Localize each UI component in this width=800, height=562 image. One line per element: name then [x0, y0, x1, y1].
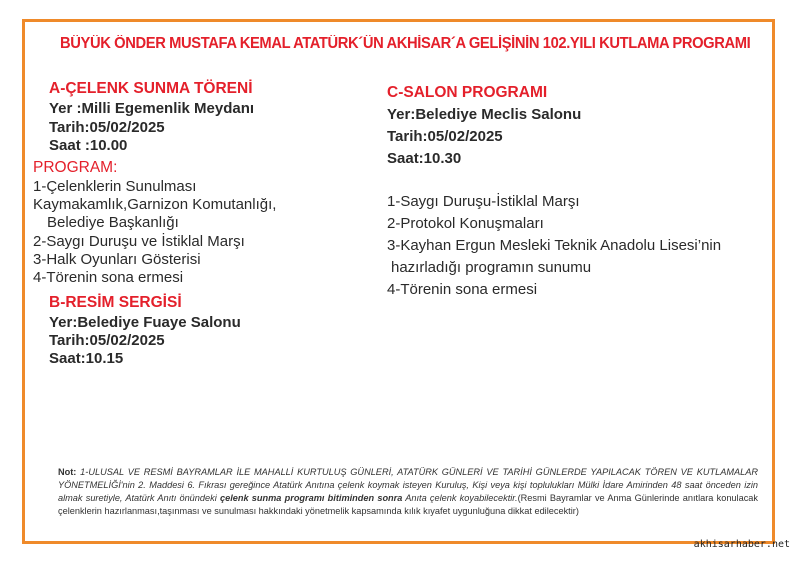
note-emphasis: çelenk sunma programı bitiminden sonra	[219, 493, 403, 503]
section-a-item: 1-Çelenklerin Sunulması	[33, 178, 197, 195]
section-a-item: Kaymakamlık,Garnizon Komutanlığı,	[33, 196, 277, 213]
section-c-date: Tarih:05/02/2025	[387, 128, 503, 145]
watermark: akhisarhaber.net	[693, 539, 790, 550]
section-a-heading: A-ÇELENK SUNMA TÖRENİ	[49, 80, 253, 97]
section-a-item: 3-Halk Oyunları Gösterisi	[33, 251, 201, 268]
section-c-item: 1-Saygı Duruşu-İstiklal Marşı	[387, 193, 580, 210]
section-c-time: Saat:10.30	[387, 150, 462, 167]
section-c-item: 3-Kayhan Ergun Mesleki Teknik Anadolu Lisesi’nin	[387, 237, 722, 254]
section-c-place: Yer:Belediye Meclis Salonu	[387, 106, 582, 123]
program-label: PROGRAM:	[33, 159, 118, 176]
section-a-item: 4-Törenin sona ermesi	[33, 269, 184, 286]
section-a-item: Belediye Başkanlığı	[47, 214, 179, 231]
note-text-continued: Anıta çelenk koyabilecektir.	[402, 493, 518, 503]
note-parenthetical: (Resmi Bayramlar ve Anma Günlerinde anıtlara konulacak çelenklerin hazırlanması,taşınması ve sunulması hakkındaki yönetmelik kapsamında kılık kıyafet uygunluğuna dikkat edilecektir)	[58, 493, 758, 516]
footnote	[58, 466, 758, 518]
note-label: Not:	[58, 467, 77, 477]
section-a-place: Yer :Milli Egemenlik Meydanı	[49, 100, 255, 117]
section-b-date: Tarih:05/02/2025	[49, 332, 165, 349]
section-c-item: 4-Törenin sona ermesi	[387, 281, 538, 298]
section-c-item: hazırladığı programın sunumu	[391, 259, 592, 276]
section-a-item: 2-Saygı Duruşu ve İstiklal Marşı	[33, 233, 245, 250]
note-text: 1-ULUSAL VE RESMİ BAYRAMLAR İLE MAHALLİ KURTULUŞ GÜNLERİ, ATATÜRK GÜNLERİ VE TARİHİ GÜNLERDE YAPILACAK TÖREN VE KUTLAMALAR YÖNETMELİĞİ'nin 2. Maddesi 6. Fıkrası gereğince Atatürk Anıtına çelenk koymak isteyen Kuruluş, Kişi veya kişi toplulukları Mülki İdare Amirinden 48 saat önceden izin almak suretiyle, Atatürk Anıtı önündeki	[58, 467, 758, 503]
page-title: BÜYÜK ÖNDER MUSTAFA KEMAL ATATÜRK´ÜN AKHİSAR´A GELİŞİNİN 102.YILI KUTLAMA PROGRAMI	[60, 35, 751, 52]
section-b-heading: B-RESİM SERGİSİ	[49, 294, 182, 311]
section-b-place: Yer:Belediye Fuaye Salonu	[49, 314, 241, 331]
section-c-item: 2-Protokol Konuşmaları	[387, 215, 544, 232]
section-b-time: Saat:10.15	[49, 350, 124, 367]
section-a-date: Tarih:05/02/2025	[49, 119, 165, 136]
section-c-heading: C-SALON PROGRAMI	[387, 84, 548, 101]
section-a-time: Saat :10.00	[49, 137, 128, 154]
